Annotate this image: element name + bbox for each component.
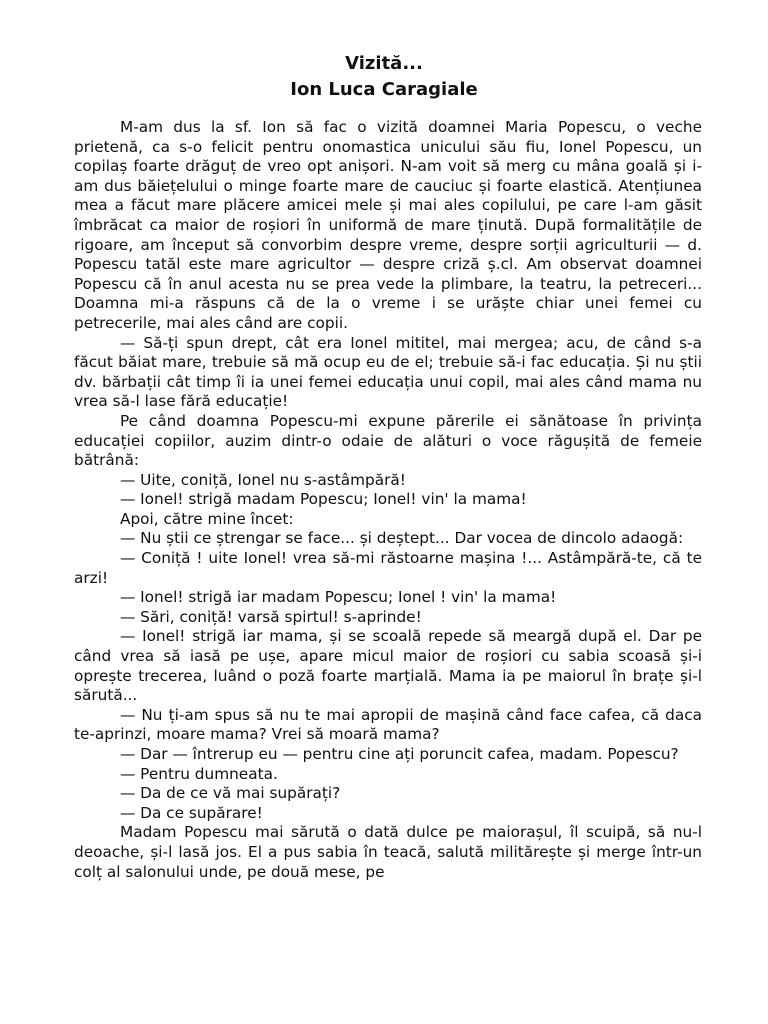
paragraph: Pe când doamna Popescu-mi expune părerile ei sănătoase în privința educației copiilor, auzim dintr-o odaie de alături o voce răgușită de femeie bătrână: bbox=[74, 411, 702, 470]
paragraph: — Să-ți spun drept, cât era Ionel mititel, mai mergea; acu, de când s-a făcut băiat mare, trebuie să mă ocup eu de el; trebuie să-i fac educația. Și nu știi dv. bărbații cât timp îi ia unei femei educația unui copil, mai ales când mama nu vrea să-l lase fără educație! bbox=[74, 333, 702, 411]
document-author: Ion Luca Caragiale bbox=[290, 79, 478, 100]
paragraph: — Coniță ! uite Ionel! vrea să-mi răstoarne mașina !... Astâmpără-te, că te arzi! bbox=[74, 549, 702, 587]
paragraph: — Sări, coniță! varsă spirtul! s-aprinde! bbox=[120, 607, 422, 626]
paragraph: — Da de ce vă mai supărați? bbox=[120, 784, 341, 803]
paragraph: — Ionel! strigă madam Popescu; Ionel! vin' la mama! bbox=[120, 490, 527, 509]
paragraph: — Da ce supărare! bbox=[120, 803, 263, 822]
paragraph: M-am dus la sf. Ion să fac o vizită doamnei Maria Popescu, o veche prietenă, ca s-o felicit pentru onomastica unicului său fiu, Ionel Popescu, un copilaș foarte drăguț de vreo opt anișori. N-am voit să merg cu mâna goală și i-am dus băiețelului o minge foarte mare de cauciuc și foarte elastică. Atențiunea mea a făcut mare plăcere amicei mele și mai ales copilului, pe care l-am găsit îmbrăcat ca maior de roșiori în uniformă de mare ținută. După formalitățile de rigoare, am început să convorbim despre vreme, despre sorții agriculturii — d. Popescu tatăl este mare agricultor — despre criză ș.cl. Am observat doamnei Popescu că în anul acesta nu se prea vede la plimbare, la teatru, la petreceri... Doamna mi-a răspuns că de la o vreme i se urăște chiar unei femei cu petrecerile, mai ales când are copii. bbox=[74, 118, 702, 332]
paragraph: — Dar — întrerup eu — pentru cine ați poruncit cafea, madam. Popescu? bbox=[120, 745, 679, 763]
paragraph: — Nu știi ce ștrengar se face... și deștept... Dar vocea de dincolo adaogă: bbox=[120, 529, 684, 548]
paragraph: Madam Popescu mai sărută o dată dulce pe maiorașul, îl scuipă, să nu-l deoache, și-l lasă jos. El a pus sabia în teacă, salută militărește și merge într-un colț al salonului unde, pe două mese, pe bbox=[74, 823, 702, 881]
paragraph: — Ionel! strigă iar madam Popescu; Ionel ! vin' la mama! bbox=[120, 588, 557, 607]
paragraph: — Nu ți-am spus să nu te mai apropii de mașină când face cafea, că daca te-aprinzi, moare mama? Vrei să moară mama? bbox=[74, 705, 702, 744]
paragraph: Apoi, către mine încet: bbox=[120, 509, 294, 528]
paragraph: — Pentru dumneata. bbox=[120, 764, 278, 783]
paragraph: — Uite, coniță, Ionel nu s-astâmpără! bbox=[120, 470, 406, 489]
document-body bbox=[74, 118, 702, 882]
paragraph: — Ionel! strigă iar mama, și se scoală repede să meargă după el. Dar pe când vrea să iasă pe ușe, apare micul maior de roșiori cu sabia scoasă și-i oprește trecerea, luând o poză foarte marțială. Mama ia pe maiorul în brațe și-l sărută... bbox=[74, 627, 702, 705]
document-title: Vizită... bbox=[345, 53, 423, 74]
